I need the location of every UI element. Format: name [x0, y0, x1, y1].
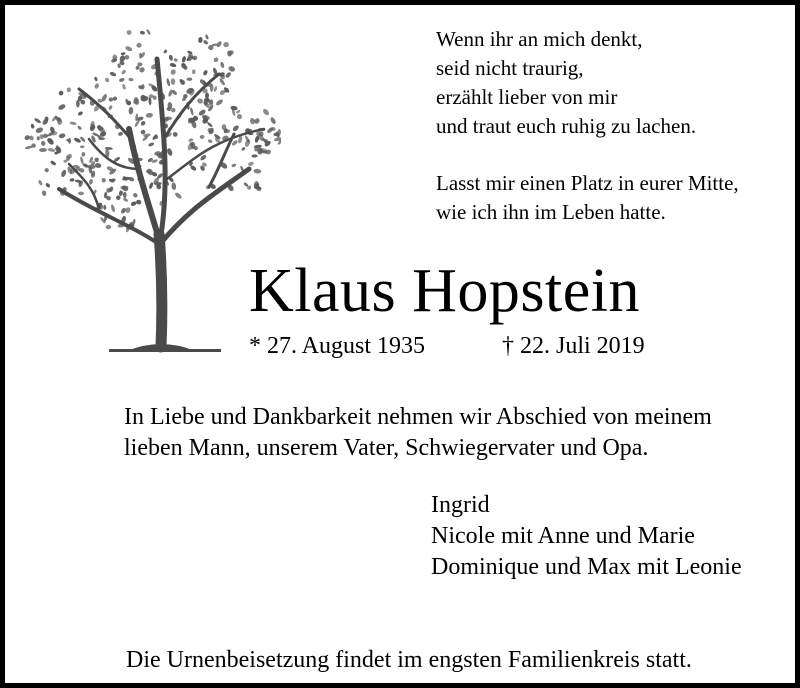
poem-line: wie ich ihn im Leben hatte.	[436, 200, 666, 224]
burial-notice: Die Urnenbeisetzung findet im engsten Familienkreis statt.	[126, 647, 692, 673]
family-member: Ingrid	[431, 492, 490, 518]
family-member: Dominique und Max mit Leonie	[431, 554, 742, 580]
tree-icon	[19, 19, 281, 359]
message-line: In Liebe und Dankbarkeit nehmen wir Abschied von meinem	[124, 404, 712, 430]
deceased-name: Klaus Hopstein	[249, 257, 641, 325]
family-signatures	[431, 490, 742, 583]
birth-date: * 27. August 1935	[249, 333, 426, 359]
poem-line: seid nicht traurig,	[436, 56, 584, 80]
poem-stanza-2	[436, 169, 796, 227]
poem-stanza-1	[436, 25, 796, 141]
message-line: lieben Mann, unserem Vater, Schwiegervater und Opa.	[124, 435, 649, 461]
poem	[436, 25, 796, 227]
poem-line: erzählt lieber von mir	[436, 85, 618, 109]
farewell-message	[124, 402, 800, 464]
poem-line: Wenn ihr an mich denkt,	[436, 27, 643, 51]
poem-line: Lasst mir einen Platz in eurer Mitte,	[436, 171, 739, 195]
death-date: † 22. Juli 2019	[502, 333, 645, 359]
poem-line: und traut euch ruhig zu lachen.	[436, 114, 697, 138]
family-member: Nicole mit Anne und Marie	[431, 523, 695, 549]
